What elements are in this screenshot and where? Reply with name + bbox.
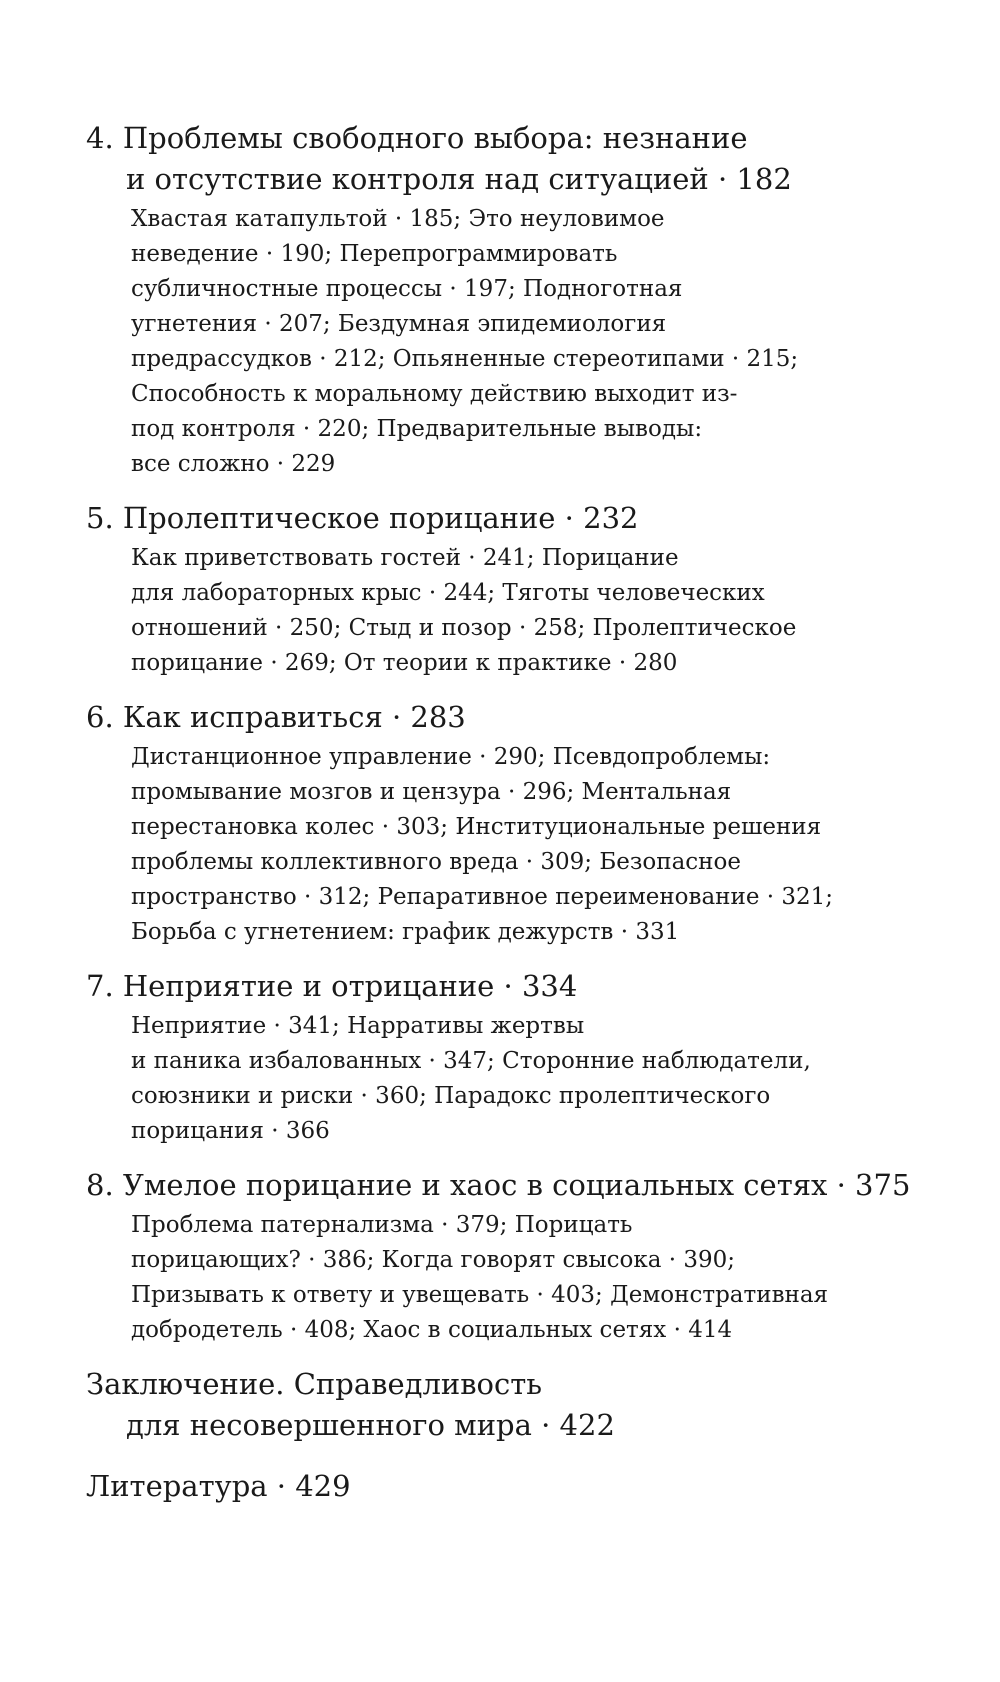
chapter-title-line: 5. Пролептическое порицание · 232 xyxy=(86,501,639,535)
section-line: промывание мозгов и цензура · 296; Ментальная xyxy=(131,779,732,805)
section-line: союзники и риски · 360; Парадокс пролептического xyxy=(131,1083,771,1109)
section-line: и паника избалованных · 347; Сторонние наблюдатели, xyxy=(131,1048,811,1074)
section-list xyxy=(86,740,966,950)
section-line: Проблема патернализма · 379; Порицать xyxy=(131,1212,633,1238)
section-line: Хвастая катапультой · 185; Это неуловимое xyxy=(131,206,665,232)
section-line: пространство · 312; Репаративное переименование · 321; xyxy=(131,884,834,910)
literature-entry[interactable] xyxy=(86,1466,966,1507)
section-line: под контроля · 220; Предварительные выводы: xyxy=(131,416,703,442)
section-line: Как приветствовать гостей · 241; Порицание xyxy=(131,545,679,571)
section-line: отношений · 250; Стыд и позор · 258; Пролептическое xyxy=(131,615,797,641)
chapter-5 xyxy=(86,498,966,681)
chapter-6 xyxy=(86,697,966,950)
chapter-title-line: 6. Как исправиться · 283 xyxy=(86,700,466,734)
chapter-title[interactable] xyxy=(86,118,966,200)
chapter-title[interactable] xyxy=(86,697,966,738)
section-line: проблемы коллективного вреда · 309; Безопасное xyxy=(131,849,741,875)
section-line: добродетель · 408; Хаос в социальных сетях · 414 xyxy=(131,1317,733,1343)
chapter-title-line: и отсутствие контроля над ситуацией · 182 xyxy=(126,162,792,196)
section-line: для лабораторных крыс · 244; Тяготы человеческих xyxy=(131,580,765,606)
chapter-title[interactable] xyxy=(86,498,966,539)
section-line: неведение · 190; Перепрограммировать xyxy=(131,241,618,267)
conclusion-line: Заключение. Справедливость xyxy=(86,1367,543,1401)
literature-line: Литература · 429 xyxy=(86,1469,351,1503)
chapter-title-line: 4. Проблемы свободного выбора: незнание xyxy=(86,121,748,155)
conclusion-entry[interactable] xyxy=(86,1364,966,1446)
section-line: предрассудков · 212; Опьяненные стереотипами · 215; xyxy=(131,346,799,372)
conclusion-line: для несовершенного мира · 422 xyxy=(126,1408,615,1442)
section-list xyxy=(86,202,966,482)
table-of-contents xyxy=(86,118,966,1527)
chapter-7 xyxy=(86,966,966,1149)
chapter-title-line: 8. Умелое порицание и хаос в социальных сетях · 375 xyxy=(86,1168,911,1202)
section-list xyxy=(86,1009,966,1149)
section-line: все сложно · 229 xyxy=(131,451,336,477)
section-line: порицание · 269; От теории к практике · 280 xyxy=(131,650,678,676)
section-line: Дистанционное управление · 290; Псевдопроблемы: xyxy=(131,744,771,770)
section-line: Призывать к ответу и увещевать · 403; Демонстративная xyxy=(131,1282,829,1308)
section-line: субличностные процессы · 197; Подноготная xyxy=(131,276,683,302)
chapter-title-line: 7. Неприятие и отрицание · 334 xyxy=(86,969,578,1003)
chapter-4 xyxy=(86,118,966,482)
section-line: Неприятие · 341; Нарративы жертвы xyxy=(131,1013,585,1039)
section-line: угнетения · 207; Бездумная эпидемиология xyxy=(131,311,667,337)
chapter-title[interactable] xyxy=(86,966,966,1007)
section-line: Способность к моральному действию выходит из- xyxy=(131,381,738,407)
section-line: Борьба с угнетением: график дежурств · 331 xyxy=(131,919,680,945)
section-list xyxy=(86,541,966,681)
section-line: порицающих? · 386; Когда говорят свысока · 390; xyxy=(131,1247,736,1273)
section-line: перестановка колес · 303; Институциональные решения xyxy=(131,814,822,840)
section-list xyxy=(86,1208,966,1348)
section-line: порицания · 366 xyxy=(131,1118,330,1144)
chapter-8 xyxy=(86,1165,966,1348)
chapter-title[interactable] xyxy=(86,1165,966,1206)
